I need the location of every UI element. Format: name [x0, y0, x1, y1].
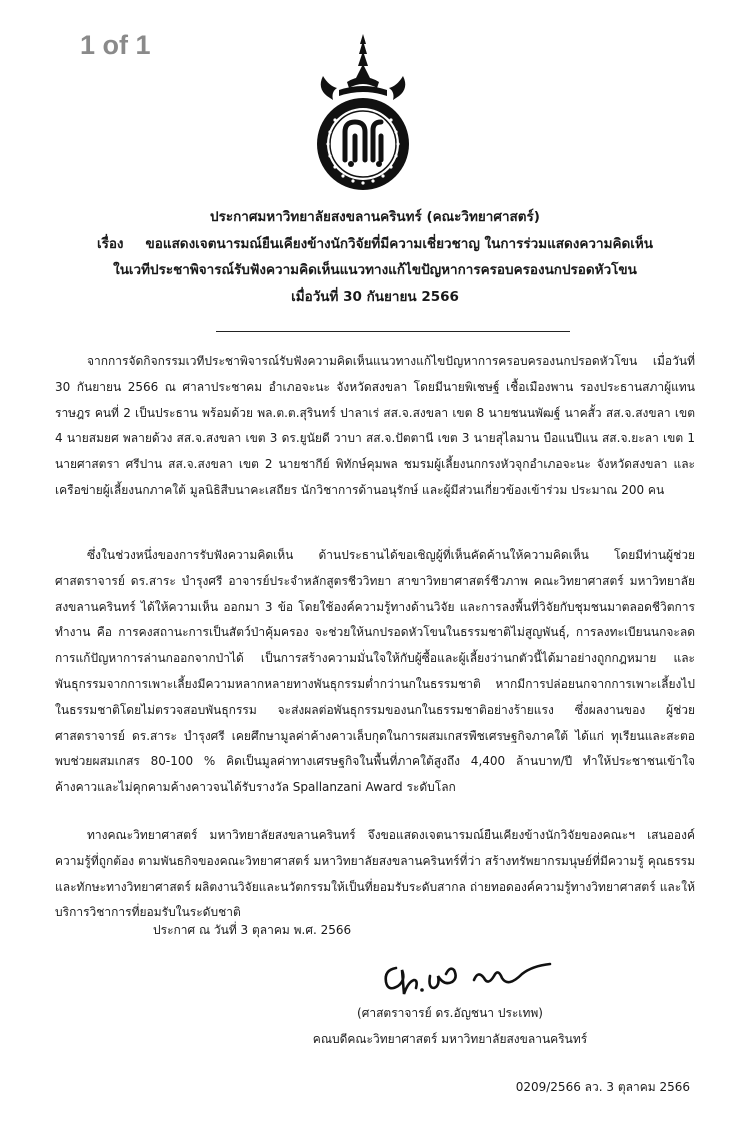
body-paragraph-3: ทางคณะวิทยาศาสตร์ มหาวิทยาลัยสงขลานครินทร์ จึงขอแสดงเจตนารมณ์ยืนเคียงข้างนักวิจัยของคณะฯ เสนอองค์ความรู้ที่ถูกต้อง ตามพันธกิจของคณะวิทยาศาสตร์ มหาวิทยาลัยสงขลานครินทร์ที่ว่า สร้างทรัพยากรมนุษย์ที่มีความรู้ คุณธรรม และทักษะทางวิทยาศาสตร์ ผลิตงานวิจัยและนวัตกรรมให้เป็นที่ยอมรับระดับสากล ถ่ายทอดองค์ความรู้ทางวิทยาศาสตร์ และให้บริการวิชาการที่ยอมรับในระดับชาติ — [55, 828, 695, 920]
body-paragraph-1: จากการจัดกิจกรรมเวทีประชาพิจารณ์รับฟังความคิดเห็นแนวทางแก้ไขปัญหาการครอบครองนกปรอดหัวโขน เมื่อวันที่ 30 กันยายน 2566 ณ ศาลาประชาคม อำเภอจะนะ จังหวัดสงขลา โดยมีนายพิเชษฐ์ เชื้อเมืองพาน รองประธานสภาผู้แทนราษฎร คนที่ 2 เป็นประธาน พร้อมด้วย พล.ต.ต.สุรินทร์ ปาลาเร่ สส.จ.สงขลา เขต 8 นายชนนพัฒฐ์ นาคสั้ว สส.จ.สงขลา เขต 4 นายสมยศ พลายด้วง สส.จ.สงขลา เขต 3 ดร.ยูนัยดี วาบา สส.จ.ปัตตานี เขต 3 นายสุไลมาน บือแนปีแน สส.จ.ยะลา เขต 1 นายศาสตรา ศรีปาน สส.จ.สงขลา เขต 2 นายชากีย์ พิทักษ์คุมพล ชมรมผู้เลี้ยงนกกรงหัวจุกอำเภอจะนะ จังหวัดสงขลา และเครือข่ายผู้เลี้ยงนกภาคใต้ มูลนิธิสืบนาคะเสถียร นักวิชาการด้านอนุรักษ์ และผู้มีส่วนเกี่ยวข้องเข้าร่วม ประมาณ 200 คน — [55, 354, 695, 497]
announcement-subject-line — [40, 231, 710, 258]
heading-divider — [216, 331, 570, 332]
announcement-heading — [40, 204, 710, 310]
page-counter: 1 of 1 — [80, 30, 151, 60]
subject-text-line2: ในเวทีประชาพิจารณ์รับฟังความคิดเห็นแนวทางแก้ไขปัญหาการครอบครองนกปรอดหัวโขน — [113, 262, 637, 278]
signer-block — [300, 1000, 600, 1052]
subject-text-line3: เมื่อวันที่ 30 กันยายน 2566 — [291, 288, 459, 305]
body-paragraph-2: ซึ่งในช่วงหนึ่งของการรับฟังความคิดเห็น ด้านประธานได้ขอเชิญผู้ที่เห็นคัดค้านให้ความคิดเห็น โดยมีท่านผู้ช่วยศาสตราจารย์ ดร.สาระ บำรุงศรี อาจารย์ประจำหลักสูตรชีววิทยา สาขาวิทยาศาสตร์ชีวภาพ คณะวิทยาศาสตร์ มหาวิทยาลัยสงขลานครินทร์ ได้ให้ความเห็น ออกมา 3 ข้อ โดยใช้องค์ความรู้ทางด้านวิจัย และการลงพื้นที่วิจัยกับชุมชนมาตลอดชีวิตการทำงาน คือ การคงสถานะการเป็นสัตว์ป่าคุ้มครอง จะช่วยให้นกปรอดหัวโขนในธรรมชาติไม่สูญพันธุ์, การลงทะเบียนนกจะลดการแก้ปัญหาการล่านกออกจากป่าได้ เป็นการสร้างความมั่นใจให้กับผู้ซื้อและผู้เลี้ยงว่านกตัวนี้ได้มาอย่างถูกกฎหมาย และ พันธุกรรมจากการเพาะเลี้ยงมีความหลากหลายทางพันธุกรรมต่ำกว่านกในธรรมชาติ หากมีการปล่อยนกจากการเพาะเลี้ยงไปในธรรมชาติโดยไม่ตรวจสอบพันธุกรรม จะส่งผลต่อพันธุกรรมของนกในธรรมชาติอย่างร้ายแรง ซึ่งผลงานของ ผู้ช่วยศาสตราจารย์ ดร.สาระ บำรุงศรี เคยศึกษามูลค่าค้างคาวเล็บกุดในการผสมเกสรพืชเศรษฐกิจภาคใต้ ได้แก่ ทุเรียนและสะตอ พบช่วยผสมเกสร 80-100 % คิดเป็นมูลค่าทางเศรษฐกิจในพื้นที่ภาคใต้สูงถึง 4,400 ล้านบาท/ปี ทำให้ประชาชนเข้าใจค้างคาวและไม่คุกคามค้างคาวจนได้รับรางวัล Spallanzani Award ระดับโลก — [55, 548, 695, 795]
announcement-title: ประกาศมหาวิทยาลัยสงขลานครินทร์ (คณะวิทยาศาสตร์) — [210, 209, 540, 225]
announce-date: ประกาศ ณ วันที่ 3 ตุลาคม พ.ศ. 2566 — [153, 923, 352, 937]
subject-text-line1: ขอแสดงเจตนารมณ์ยืนเคียงข้างนักวิจัยที่มีความเชี่ยวชาญ ในการร่วมแสดงความคิดเห็น — [145, 235, 654, 252]
signer-name: (ศาสตราจารย์ ดร.อัญชนา ประเทพ) — [357, 1006, 543, 1020]
signer-position: คณบดีคณะวิทยาศาสตร์ มหาวิทยาลัยสงขลานครินทร์ — [312, 1032, 588, 1046]
handwritten-signature-icon — [372, 952, 562, 1004]
document-reference: 0209/2566 ลว. 3 ตุลาคม 2566 — [515, 1080, 690, 1094]
psu-royal-seal-icon — [307, 32, 419, 192]
subject-label: เรื่อง — [96, 235, 124, 252]
